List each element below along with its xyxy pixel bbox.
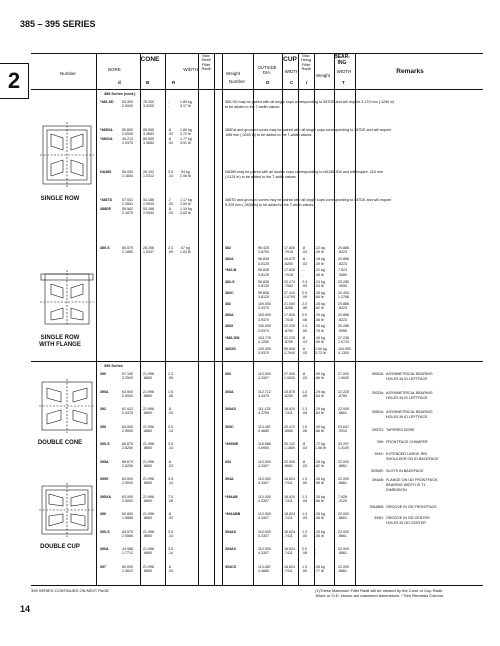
cup-fillet: 1.3 .05 <box>302 477 307 486</box>
cup-outside-dia: 110.000 4.3307 <box>258 512 271 521</box>
remark-text: FRONTFACE CHAMFER <box>386 440 428 444</box>
cone-bore: 60.000 2.3622 <box>122 564 133 573</box>
cup-weight: .72 kg 1.58 lb <box>315 442 326 451</box>
remark-text: GROOVE IN OD FRONTFACE <box>386 505 437 509</box>
cone-remark: NA385 may be paired with all double cups corresponding to NA385-SW and will require .315 mm (.0124 in) to be added to the T-width values. <box>225 170 384 179</box>
cone-number: 385-S <box>100 246 110 250</box>
cup-weight: .26 kg .58 lb <box>315 477 325 486</box>
cone-number: 396 <box>100 512 106 516</box>
bearing-width: 27.236 1.0723 <box>338 335 349 345</box>
cup-outside-dia: 110.000 4.3307 <box>258 529 271 538</box>
cup-width: 18.824 .7411 <box>284 477 295 486</box>
bearing-width: 27.000 1.0630 <box>338 372 349 381</box>
cone-width: 21.996 .8660 <box>143 529 154 538</box>
cup-fillet: 1.5 .06 <box>302 424 307 433</box>
cup-weight: .30 kg .66 lb <box>315 494 325 503</box>
bearing-width: 32.430 1.2768 <box>338 290 349 300</box>
cone-fillet: 2.3 .09 <box>168 246 173 255</box>
bearing-width: 7.925 .3120 <box>338 494 347 503</box>
cone-bore: 63.500 2.5000 <box>122 494 133 503</box>
cup-weight: .29 kg .64 lb <box>315 389 325 398</box>
cup-weight: .38 kg .84 lb <box>315 290 325 300</box>
cup-width: 17.826 .7018 <box>284 268 295 277</box>
footnotes <box>315 588 485 598</box>
cup-outside-dia: 96.838 3.8125 <box>258 290 269 300</box>
cone-number-header: Number <box>59 71 76 76</box>
cone-fillet: - - <box>168 100 170 109</box>
remark-text: ASYMMETRICAL BEARING HOLES IN ID LEFTFACE <box>386 372 433 381</box>
cup-fillet: 2.3 .09 <box>302 279 307 289</box>
cup-weight: .18 kg .39 lb <box>315 257 325 266</box>
cup-width: 27.419 1.0795 <box>284 290 295 300</box>
cup-width: 18.824 .7411 <box>284 407 295 416</box>
cone-bore: 66.675 2.6250 <box>122 459 133 468</box>
bore-symbol: d <box>118 80 121 85</box>
bearing-width: 22.000 .8661 <box>338 564 349 573</box>
cup-fillet: .8 .03 <box>302 246 307 255</box>
cup-weight: 1.60 kg 3.73 lb <box>315 346 327 356</box>
cone-fillet: 3.5 .14 <box>168 477 173 486</box>
cup-weight: - - <box>315 547 317 556</box>
cone-bore: 61.912 2.4375 <box>122 407 133 416</box>
cone-bore: 55.575 2.1880 <box>122 246 133 255</box>
bearing-width: 7.823 .3080 <box>338 268 347 277</box>
cup-outside-dia: 104.775 4.1250 <box>258 335 271 345</box>
cone-bore: 63.500 2.5000 <box>122 424 133 433</box>
cone-bore: 63.975 2.5566 <box>122 529 133 538</box>
remark-text: FLANGE ON OD FRONTFACE, BEARING WIDTH IS T1 DIMENSION <box>386 478 439 492</box>
bearing-width: 22.000 .8661 <box>338 547 349 556</box>
cone-weight: .94 kg 2.06 lb <box>180 170 191 179</box>
cup-fillet: .8 .03 <box>302 257 307 266</box>
cone-group-header: CONE <box>140 56 160 63</box>
cup-outside-dia: 110.000 4.3307 <box>258 459 271 468</box>
section-395-rule <box>31 361 483 362</box>
bearing-width: 22.000 .8661 <box>338 459 349 468</box>
cup-width: 27.000 1.0630 <box>284 372 295 381</box>
cup-fillet: 1.3 .05 <box>302 389 307 398</box>
cup-outside-dia: 110.000 4.3307 <box>258 372 271 381</box>
cone-bore: 66.675 2.6250 <box>122 442 133 451</box>
cone-fillet: 3.5 .14 <box>168 424 173 433</box>
double-cone-label: DOUBLE CONE <box>37 440 83 446</box>
cup-weight: .39 kg .86 lb <box>315 424 325 433</box>
cone-subheaders <box>108 68 198 73</box>
cup-fillet: .8 .03 <box>302 346 307 356</box>
cup-outside-dia: 116.586 4.5900 <box>258 442 271 451</box>
cup-width-header: WIDTH <box>284 69 300 74</box>
cup-width: 18.824 .7411 <box>284 547 295 556</box>
cone-fillet: 7.0 .28 <box>168 494 173 503</box>
cup-weight: .45 kg .99 lb <box>315 335 325 345</box>
shaft-fillet-header: Max Shaft Fillet Radii <box>201 53 211 72</box>
cup-outside-dia: 100.000 3.9370 <box>258 324 271 333</box>
cup-width: 15.875 .6250 <box>284 257 295 266</box>
bearing-width: 20.886 .8223 <box>338 313 349 322</box>
series-title: 385 – 395 SERIES <box>20 19 96 29</box>
cup-outside-dia: 110.000 4.3307 <box>258 494 271 503</box>
cup-weight: .39 kg .86 lb <box>315 372 325 381</box>
cone-number: 392 <box>100 407 106 411</box>
remark-code: 394D: <box>374 516 384 520</box>
cone-weight: .47 kg 1.03 lb <box>180 246 191 255</box>
cup-weight: .28 kg .62 lb <box>315 459 325 468</box>
cup-width: 18.824 .7411 <box>284 529 295 538</box>
cup-outside-dia: 112.712 4.4375 <box>258 389 271 398</box>
cup-weight: .22 kg .49 lb <box>315 246 325 255</box>
cone-width-symbol: B <box>146 80 150 85</box>
double-cup-diagram <box>37 482 97 538</box>
bearing-width: 20.886 .8223 <box>338 302 349 311</box>
cup-number: 382A <box>225 257 234 262</box>
cone-width: 21.996 .8660 <box>143 564 154 573</box>
cup-width: 21.000 .8268 <box>284 302 295 311</box>
cup-fillet: 1.3 .05 <box>302 529 307 538</box>
cone-fillet: .8 .03 <box>168 512 173 521</box>
cone-number: 390A <box>100 389 109 394</box>
cup-fillet: 1.3 .05 <box>302 494 307 503</box>
table-top-rule <box>31 53 483 54</box>
cup-number: 394AX <box>225 547 236 551</box>
cup-group-header: CUP <box>283 56 297 63</box>
cone-number: 395X <box>100 477 109 481</box>
remark-code: 396DA: <box>371 410 384 414</box>
cone-bore: 53.300 2.0000 <box>122 100 133 109</box>
cup-fillet: .8 .03 <box>302 372 307 381</box>
cone-weight: 1.69 kg 3.72 lb 1.77 kg 3.91 lb <box>180 128 192 146</box>
bearing-width: 25.285 .9955 <box>338 279 349 289</box>
cone-fillet: .8 .03 <box>168 407 173 416</box>
cone-bore: 50.800 2.0000 49.212 1.9375 <box>122 128 133 146</box>
cup-weight: .35 kg .77 lb <box>315 564 325 573</box>
cup-weight: .26 kg .58 lb <box>315 512 325 521</box>
housing-fillet-header: Max Hsing Fillet Radii <box>300 53 312 72</box>
cone-number: 395-S <box>100 442 110 446</box>
cup-outside-dia: 100.000 3.9370 <box>258 313 271 322</box>
cone-remark: 385-SD may be paired with all single cups corresponding to 387DE and will require 3.175 mm (.1250 in) to be added to the T-width values. <box>225 100 395 109</box>
cup-weight: .29 kg .64 lb <box>315 407 325 416</box>
bearing-width: 23.647 .9310 <box>338 424 349 433</box>
chapter-tab: 2 <box>0 63 29 99</box>
cone-width: 21.996 .8660 <box>143 372 154 381</box>
bearing-width: 22.000 .8661 <box>338 477 349 486</box>
cone-fillet: .8 .03 <box>168 564 173 573</box>
cone-width: 21.996 .8660 <box>143 407 154 416</box>
cup-number: 394AS <box>225 529 236 534</box>
cup-fillet: 1.3 .05 <box>302 407 307 416</box>
remark-code: 392DA: <box>371 391 384 395</box>
remark-code: 394X: <box>374 452 384 456</box>
cone-number: NA385 <box>100 170 112 174</box>
cup-width: 18.824 .7411 <box>284 564 295 573</box>
single-row-flange-label: SINGLE ROW WITH FLANGE <box>39 335 81 348</box>
cup-width: 95.606 3.7640 <box>284 346 295 356</box>
cup-outside-dia: 100.000 3.9370 <box>258 302 271 311</box>
header-bottom-rule <box>31 89 483 90</box>
cup-number: 382C <box>225 290 234 295</box>
cup-width: 22.225 .8750 <box>284 335 295 345</box>
cone-fillet: 3.5 .14 <box>168 547 173 556</box>
remark-text: ASYMMETRICAL BEARING HOLES IN ID LEFTFACE <box>386 391 433 400</box>
continued-note: 395 SERIES CONTINUED ON NEXT PAGE <box>31 588 110 593</box>
cone-weight: 1.89 kg 4.17 lb <box>180 100 192 109</box>
cup-weight: .25 kg .55 lb <box>315 529 325 538</box>
cup-number: 393 <box>225 372 231 376</box>
cup-number: 383 <box>225 302 231 306</box>
cone-width: 26.256 1.0337 <box>143 246 154 255</box>
cone-width: 21.996 .8660 <box>143 477 154 486</box>
cup-number: *386-SW <box>225 335 240 340</box>
section-395-label: 395 Series <box>104 364 123 368</box>
cone-bore: 63.500 2.5000 <box>122 477 133 486</box>
cup-outside-dia: 100.000 3.9370 <box>258 346 271 356</box>
cup-number: 394A <box>225 477 234 481</box>
cone-number: 396A <box>100 547 109 551</box>
bearing-width: 20.886 .8223 <box>338 257 349 266</box>
cup-outside-dia: 96.425 3.8750 <box>258 246 269 255</box>
single-row-flange-diagram <box>37 268 97 328</box>
cup-fillet: .8 .03 <box>302 442 307 451</box>
page-number: 14 <box>20 604 31 614</box>
cone-number: *385DA *386DA <box>100 128 113 141</box>
cup-width: 22.000 .8661 <box>284 459 295 468</box>
cup-width: 15.875 .6250 <box>284 389 295 398</box>
bearing-width: 33.297 1.3109 <box>338 442 349 451</box>
cone-bore: 55.000 2.1654 <box>122 170 133 179</box>
cup-number: 386XD <box>225 346 236 351</box>
cone-width-header: WIDTH <box>183 67 198 72</box>
cone-width: 21.996 .8660 <box>143 547 154 556</box>
bearing-width: 104.900 4.1300 <box>338 346 351 356</box>
cup-number: 383X <box>225 324 234 329</box>
cup-width: 17.826 .7018 <box>284 313 295 322</box>
bearing-group-header: BEAR- ING <box>334 54 350 66</box>
single-row-diagram <box>37 120 97 190</box>
cup-fillet: 1.3 .05 <box>302 564 307 573</box>
cone-width: 53.188 2.0940 53.188 2.0940 <box>143 198 154 216</box>
bore-header: BORE <box>108 67 121 72</box>
cone-width: 21.996 .8660 <box>143 424 154 433</box>
cup-number: *394ABB <box>225 512 241 516</box>
double-cup-label: DOUBLE CUP <box>40 544 80 550</box>
remark-code: 394AB: <box>371 478 384 482</box>
cup-width: 22.225 .8750 <box>284 324 295 333</box>
single-row-label: SINGLE ROW <box>40 196 80 202</box>
cup-outside-dia: 113.487 4.4680 <box>258 564 271 573</box>
remark-text: GROOVE IN OD CENTER HOLES IN OD CENTER <box>386 516 430 525</box>
remark-text: ASYMMETRICAL BEARING HOLES IN ID LEFTFACE <box>386 410 433 419</box>
cup-outside-dia: 110.000 4.3307 <box>258 547 271 556</box>
double-cone-diagram <box>37 378 97 434</box>
cup-number: 394 <box>225 459 231 464</box>
remark-text: EXTENDED LARGE RIB SHOULDER ON ID BACKFACE <box>386 452 439 461</box>
cup-number: 383A <box>225 313 234 318</box>
footnote-bore: †Bore or O.D. shown are maximum dimensions. * See Remarks Column. <box>315 593 445 599</box>
remark-text: TAPERED BORE <box>386 428 415 432</box>
cup-fillet: 2.0 .08 <box>302 313 307 322</box>
cup-fillet: 2.0 .08 <box>302 547 307 556</box>
housing-fillet-symbol: r <box>306 80 308 85</box>
cup-number: 393C <box>225 424 234 429</box>
cup-number: 393AS <box>225 407 236 411</box>
cone-width: 76.200 3.0000 <box>143 100 154 109</box>
cone-fillet: 2.3 .09 <box>168 372 173 381</box>
cone-width: 21.996 .8660 <box>143 459 154 468</box>
cone-bore: 57.150 2.2500 <box>122 372 133 381</box>
cup-fillet: .8 .03 <box>302 459 307 468</box>
cone-weight-header: Weight <box>226 71 240 76</box>
cup-number: *393WE <box>225 442 239 446</box>
column-separator <box>214 54 215 585</box>
bearing-width-symbol: T <box>342 80 345 85</box>
cone-number: 395 <box>100 424 106 429</box>
cone-fillet: .8 .03 .8 .03 <box>168 128 173 146</box>
cone-fillet: .8 .03 <box>168 459 173 468</box>
bearing-width: 25.285 .9955 <box>338 324 349 333</box>
cup-fillet: 1.3 .05 <box>302 512 307 521</box>
cone-weight: 1.17 kg 2.59 lb 1.19 kg 2.63 lb <box>180 198 192 216</box>
cup-width: 20.274 .7982 <box>284 279 295 289</box>
column-separator <box>222 54 223 585</box>
cup-outside-dia: 96.838 3.8125 <box>258 268 269 277</box>
cup-number: 394CS <box>225 564 236 569</box>
cup-fillet: 2.0 .08 <box>302 302 307 311</box>
outside-dia-symbol: D <box>266 80 270 85</box>
outside-dia-header: OUTSIDE DIA. <box>257 65 277 75</box>
cone-width: 21.996 .8660 <box>143 442 154 451</box>
cup-weight-header: Weight <box>316 73 330 78</box>
cone-bore: 57.531 2.2651 55.562 2.1875 <box>122 198 133 216</box>
section-385-cont-label: 385 Series (cont.) <box>104 92 136 96</box>
cup-width: 18.824 .7411 <box>284 512 295 521</box>
cup-fillet: .8 .03 <box>302 335 307 345</box>
cup-weight: .35 kg .76 lb <box>315 324 325 333</box>
cup-weight: .22 kg .48 lb <box>315 268 325 277</box>
cup-outside-dia: 96.838 3.8125 <box>258 279 269 289</box>
remark-code: 395TD: <box>371 428 384 432</box>
column-separator <box>140 54 141 585</box>
footnote-fillet: (1)These Maximum Fillet Radii will be cleared by the Cone or Cup Radii. <box>315 588 443 593</box>
bearing-width: 22.000 .8661 <box>338 529 349 538</box>
cup-fillet: 1.3 .05 <box>302 324 307 333</box>
bearing-width: 20.886 .8223 <box>338 246 349 255</box>
bearing-width: 22.225 .8750 <box>338 389 349 398</box>
cone-width: 21.996 .8660 <box>143 512 154 521</box>
cup-number: *394AB <box>225 494 238 499</box>
shaft-fillet-symbol: R <box>172 80 176 85</box>
cup-number: *382-B <box>225 268 237 273</box>
cone-width: 26.192 1.0312 <box>143 170 154 179</box>
remarks-header: Remarks <box>396 68 424 75</box>
cone-number: 395XA <box>100 494 111 499</box>
cone-width: 21.996 .8660 <box>143 389 154 398</box>
cup-outside-dia: 113.487 4.4680 <box>258 424 271 433</box>
cup-weight: .25 kg .56 lb <box>315 313 325 322</box>
cone-fillet: .7 .03 .8 .03 <box>168 198 173 216</box>
cone-number: *385-SD <box>100 100 114 104</box>
cup-number: 393A <box>225 389 234 394</box>
cup-width-symbol: C <box>290 80 294 85</box>
remark-code: 390DA: <box>371 372 384 376</box>
remark-code: 394ABB: <box>369 505 384 509</box>
cone-number: 396-S <box>100 529 110 534</box>
remark-text: SLOTS IN BACKFACE <box>386 469 424 473</box>
cone-number: 397 <box>100 564 106 569</box>
cup-number: 382-S <box>225 279 235 284</box>
cup-number: 382 <box>225 246 231 250</box>
cup-width: 17.826 .7018 <box>284 246 295 255</box>
cup-width: 18.824 .7411 <box>284 494 295 503</box>
cup-width: 20.472 .8060 <box>284 424 295 433</box>
cone-width: 21.996 .8660 <box>143 494 154 503</box>
cone-bore: 50.800 1.9685 <box>122 512 133 521</box>
cone-number: *388TD 388DE <box>100 198 113 211</box>
cone-fillet: 1.5 .06 <box>168 389 173 398</box>
cup-weight: .24 kg .53 lb <box>315 279 325 289</box>
cone-remark: 388TD and grooved cones may be paired with all single cups corresponding to 387DE and will require 9.225 mm (.3636 in) to be added to the T-width values. <box>225 198 392 207</box>
cone-fillet: 3.5 .14 <box>168 442 173 451</box>
cup-weight: .28 kg .62 lb <box>315 302 325 311</box>
bearing-width-header: WIDTH <box>336 69 352 74</box>
cone-number: 395A <box>100 459 109 464</box>
table-bottom-rule <box>31 585 483 586</box>
cone-fillet: 3.5 .14 <box>168 529 173 538</box>
cup-fillet: - - <box>302 268 304 277</box>
cone-remark: 385DA and grooved cones may be paired with all single cups corresponding to 387DE and will require .066 mm (.0003 in) to be added to the T-width values. <box>225 128 392 137</box>
cup-outside-dia: 111.125 4.3750 <box>258 407 271 416</box>
remark-code: 399: <box>376 440 384 444</box>
cone-bore: 44.988 1.7712 <box>122 547 133 556</box>
cone-width: 85.555 3.3683 85.555 3.3683 <box>143 128 154 146</box>
bearing-width: 22.000 .8661 <box>338 512 349 521</box>
cone-fillet: 3.5 .14 <box>168 170 173 179</box>
cup-number-header: Number <box>228 79 245 84</box>
bearing-width: 22.000 .8661 <box>338 407 349 416</box>
cup-width: 30.122 1.1859 <box>284 442 295 451</box>
cup-outside-dia: 110.000 4.3307 <box>258 477 271 486</box>
cone-bore: 63.500 2.5000 <box>122 389 133 398</box>
column-separator <box>198 54 199 585</box>
remark-code: 393WE: <box>370 469 384 473</box>
column-separator <box>165 54 166 585</box>
cup-fillet: 2.3 .09 <box>302 290 307 300</box>
cone-number: 390 <box>100 372 106 376</box>
cup-outside-dia: 96.838 3.8125 <box>258 257 269 266</box>
